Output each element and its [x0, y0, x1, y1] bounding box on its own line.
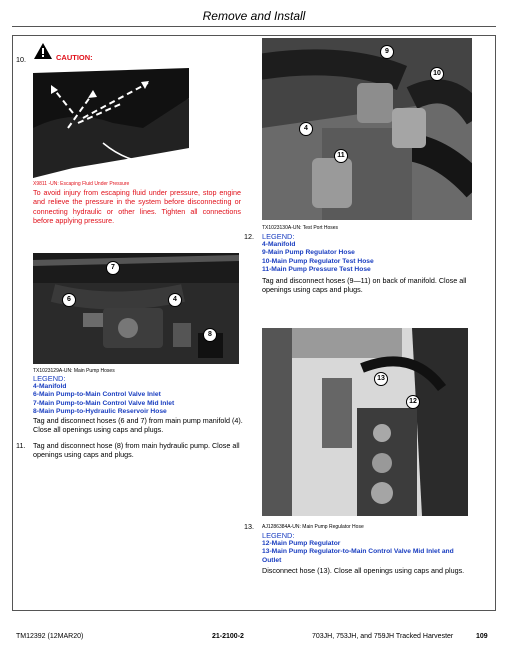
- callout-7: 7: [106, 261, 120, 275]
- callout-6: 6: [62, 293, 76, 307]
- legend-item: 7-Main Pump-to-Main Control Valve Mid Inlet: [33, 399, 175, 407]
- callout-9: 9: [380, 45, 394, 59]
- step-number: 13.: [244, 522, 254, 531]
- callout-12: 12: [406, 395, 420, 409]
- step-number: 11.: [16, 441, 26, 450]
- caution-text: To avoid injury from escaping fluid under pressure, stop engine and relieve the pressure in the system before disconnecting or connecting hydraulic or other lines. Tighten all connections before applying pressure.: [33, 188, 241, 226]
- legend-list: [33, 383, 241, 417]
- legend-list: [262, 540, 472, 565]
- legend-item: 12-Main Pump Regulator: [262, 540, 341, 547]
- page-title: Remove and Install: [202, 9, 306, 23]
- caution-label: CAUTION:: [56, 53, 93, 62]
- footer-section: 21-2100-2: [212, 633, 244, 640]
- callout-4: 4: [168, 293, 182, 307]
- legend-list: [262, 241, 474, 275]
- photo-caption: AJ1286384A-UN: Main Pump Regulator Hose: [262, 524, 364, 530]
- legend-item: 13-Main Pump Regulator-to-Main Control Valve Mid Inlet and Outlet: [262, 548, 454, 564]
- caution-warning-icon: [33, 42, 53, 60]
- callout-11: 11: [334, 149, 348, 163]
- callout-13: 13: [374, 372, 388, 386]
- footer-model: 703JH, 753JH, and 759JH Tracked Harvester: [312, 633, 454, 640]
- legend-item: 4-Manifold: [262, 241, 296, 248]
- main-pump-hoses-photo: [33, 253, 239, 364]
- callout-10: 10: [430, 67, 444, 81]
- legend-item: 8-Main Pump-to-Hydraulic Reservoir Hose: [33, 408, 167, 416]
- legend-title: LEGEND:: [33, 374, 66, 383]
- caution-figure-caption: X9811 -UN: Escaping Fluid Under Pressure: [33, 181, 130, 187]
- step-number: 10.: [16, 55, 26, 64]
- photo-caption: TX1023129A-UN: Main Pump Hoses: [33, 368, 115, 374]
- legend-item: 9-Main Pump Regulator Hose: [262, 249, 355, 257]
- legend-item: 4-Manifold: [33, 383, 67, 390]
- step-text: Disconnect hose (13). Close all openings using caps and plugs.: [262, 566, 465, 575]
- test-port-hoses-photo: [262, 38, 472, 220]
- callout-4: 4: [299, 122, 313, 136]
- step-text: Tag and disconnect hoses (6 and 7) from main pump manifold (4). Close all openings using caps and plugs.: [33, 416, 243, 435]
- page-header: [12, 6, 496, 27]
- callout-8: 8: [203, 328, 217, 342]
- step-number: 12.: [244, 232, 254, 241]
- legend-title: LEGEND:: [262, 232, 295, 241]
- step-text: Tag and disconnect hose (8) from main hydraulic pump. Close all openings using caps and plugs.: [33, 441, 240, 460]
- photo-caption: TX1023130A-UN: Test Port Hoses: [262, 225, 339, 231]
- legend-item: 11-Main Pump Pressure Test Hose: [262, 266, 371, 274]
- main-pump-regulator-hose-photo: [262, 328, 468, 516]
- step-text: Tag and disconnect hoses (9—11) on back of manifold. Close all openings using caps and plugs.: [262, 276, 467, 295]
- legend-item: 10-Main Pump Regulator Test Hose: [262, 257, 374, 265]
- escaping-fluid-illustration: [33, 68, 189, 178]
- legend-item: 6-Main Pump-to-Main Control Valve Inlet: [33, 391, 161, 399]
- footer-page-number: 109: [476, 633, 488, 640]
- legend-title: LEGEND:: [262, 531, 295, 540]
- footer-doc-id: TM12392 (12MAR20): [16, 633, 84, 640]
- page-footer: [12, 633, 496, 647]
